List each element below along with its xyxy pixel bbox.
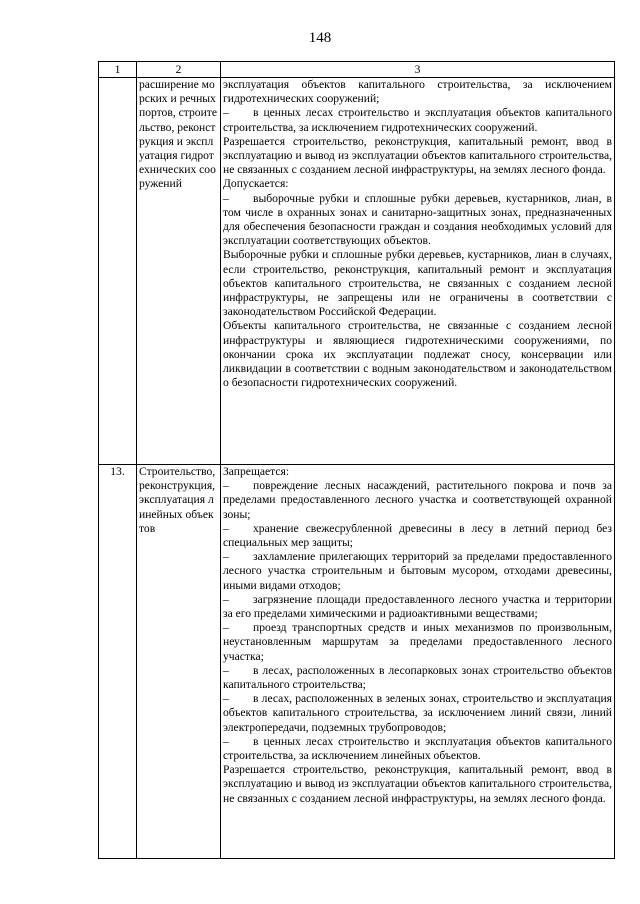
paragraph — [223, 78, 612, 106]
dash-marker: – — [223, 550, 229, 564]
paragraph-text: Объекты капитального строительства, не связанные с созданием лесной инфраструктуры и являющиеся гидротехническими сооружениями, по окончании срока их эксплуатации подлежат сносу, консервации или ликвидации в соответствии с водным законодательством и законодательством о безопасности гидротехнических сооружений. — [223, 319, 612, 390]
page-number: 148 — [308, 30, 332, 46]
dash-marker: – — [223, 191, 229, 205]
row-number: 13. — [99, 465, 137, 859]
object-type-cell: Строительство, реконструкция, эксплуатация линейных объектов — [137, 465, 221, 859]
header-col-1: 1 — [99, 62, 137, 78]
paragraph-text: в ценных лесах строительство и эксплуатация объектов капитального строительства, за исключением гидротехнических сооружений. — [223, 106, 612, 134]
dash-paragraph — [223, 664, 612, 692]
dash-paragraph — [223, 621, 612, 664]
paragraph — [223, 177, 612, 191]
dash-paragraph — [223, 692, 612, 735]
header-col-3: 3 — [221, 62, 615, 78]
dash-marker: – — [223, 479, 229, 493]
object-type-cell: расширение морских и речных портов, строительство, реконструкция и эксплуатация гидротехнических сооружений — [137, 78, 221, 465]
paragraph-text: хранение свежесрубленной древесины в лесу в летний период без специальных мер защиты; — [223, 521, 612, 550]
paragraph-text: в лесах, расположенных в лесопарковых зонах строительство объектов капитального строительства; — [223, 663, 612, 692]
dash-paragraph — [223, 593, 612, 621]
dash-marker: – — [223, 663, 229, 677]
regulations-table — [98, 61, 615, 859]
dash-paragraph — [223, 522, 612, 550]
table-row — [99, 78, 615, 465]
dash-marker: – — [223, 521, 229, 535]
header-col-2: 2 — [137, 62, 221, 78]
dash-marker: – — [223, 621, 229, 635]
row-number — [99, 78, 137, 465]
paragraph-text: проезд транспортных средств и иных механизмов по произвольным, неустановленным маршрутам за пределами предоставленного лесного участка; — [223, 621, 612, 663]
paragraph-text: Допускается: — [223, 177, 289, 191]
rules-cell — [221, 465, 615, 859]
dash-marker: – — [223, 734, 229, 748]
paragraph-text: в ценных лесах строительство и эксплуатация объектов капитального строительства, за исключением линейных объектов. — [223, 734, 612, 763]
paragraph-text: Разрешается строительство, реконструкция, капитальный ремонт, ввод в эксплуатацию и вывод из эксплуатации объектов капитального строительства, не связанных с созданием лесной инфраструктуры, на землях лесного фонда. — [223, 763, 612, 805]
dash-paragraph — [223, 735, 612, 763]
paragraph-text: повреждение лесных насаждений, растительного покрова и почв за пределами предоставленного лесного участка и соответствующей охранной зоны; — [223, 479, 612, 521]
paragraph-text: Запрещается: — [223, 465, 290, 478]
paragraph-text: выборочные рубки и сплошные рубки деревьев, кустарников, лиан, в том числе в охранных зонах и санитарно-защитных зонах, предназначенных для обеспечения безопасности граждан и создания необходимых условий для эксплуатации соответствующих объектов. — [223, 191, 612, 248]
paragraph-text: загрязнение площади предоставленного лесного участка и территории за его пределами химическими и радиоактивными веществами; — [223, 592, 612, 621]
paragraph-text: захламление прилегающих территорий за пределами предоставленного лесного участка строительным и бытовым мусором, отходами древесины, иными видами отходов; — [223, 550, 612, 592]
dash-marker: – — [223, 106, 229, 120]
dash-marker: – — [223, 592, 229, 606]
table-header-row — [99, 62, 615, 78]
paragraph-text: Разрешается строительство, реконструкция, капитальный ремонт, ввод в эксплуатацию и вывод из эксплуатации объектов капитального строительства, не связанных с созданием лесной инфраструктуры, на землях лесного фонда. — [223, 134, 612, 177]
table-row — [99, 465, 615, 859]
paragraph-text: эксплуатация объектов капитального строительства, за исключением гидротехнических сооружений; — [223, 78, 612, 106]
dash-paragraph — [223, 192, 612, 249]
dash-paragraph — [223, 479, 612, 522]
rules-cell — [221, 78, 615, 465]
paragraph — [223, 763, 612, 806]
paragraph — [223, 248, 612, 319]
dash-paragraph — [223, 550, 612, 593]
paragraph-text: Выборочные рубки и сплошные рубки деревьев, кустарников, лиан в случаях, если строительство, реконструкция, капитальный ремонт и эксплуатация объектов капитального строительства, не связанных с созданием лесной инфраструктуры, не запрещены или не ограничены в соответствии с законодательством Российской Федерации. — [223, 248, 612, 319]
paragraph — [223, 135, 612, 178]
paragraph-text: в лесах, расположенных в зеленых зонах, строительство и эксплуатация объектов капитального строительства, за исключением линий связи, линий электропередачи, подземных трубопроводов; — [223, 692, 612, 734]
paragraph — [223, 465, 612, 479]
dash-marker: – — [223, 692, 229, 706]
dash-paragraph — [223, 106, 612, 134]
paragraph — [223, 319, 612, 390]
